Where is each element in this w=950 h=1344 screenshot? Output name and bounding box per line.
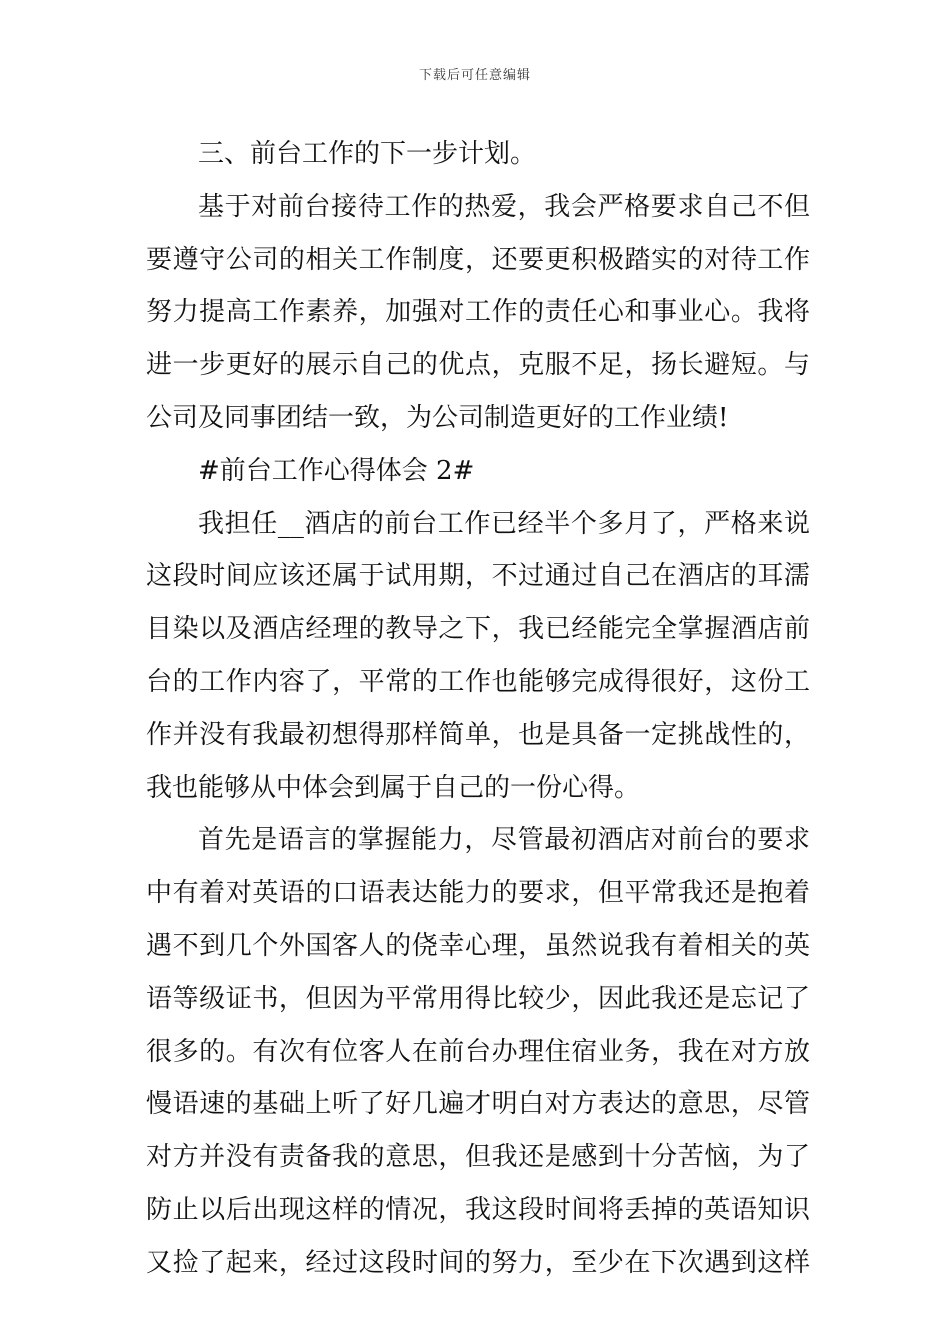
text-line: 这段时间应该还属于试用期，不过通过自己在酒店的耳濡 xyxy=(146,561,810,592)
text-line: 我担任__酒店的前台工作已经半个多月了，严格来说 xyxy=(198,508,810,539)
document-body xyxy=(146,128,810,1290)
text-line: 作并没有我最初想得那样简单，也是具备一定挑战性的， xyxy=(146,719,810,750)
subsection-heading: #前台工作心得体会 2# xyxy=(198,455,475,486)
text-line: 对方并没有责备我的意思，但我还是感到十分苦恼，为了 xyxy=(146,1142,810,1173)
section-heading: 三、前台工作的下一步计划。 xyxy=(198,139,537,169)
text-line: 防止以后出现这样的情况，我这段时间将丢掉的英语知识 xyxy=(146,1194,810,1225)
text-line: 公司及同事团结一致，为公司制造更好的工作业绩! xyxy=(146,402,729,433)
text-line: 台的工作内容了，平常的工作也能够完成得很好，这份工 xyxy=(146,666,810,697)
text-line: 要遵守公司的相关工作制度，还要更积极踏实的对待工作 xyxy=(146,244,810,275)
text-line: 首先是语言的掌握能力，尽管最初酒店对前台的要求 xyxy=(198,825,810,856)
text-line: 进一步更好的展示自己的优点，克服不足，扬长避短。与 xyxy=(146,350,810,381)
text-line: 中有着对英语的口语表达能力的要求，但平常我还是抱着 xyxy=(146,878,810,909)
page-header: 下载后可任意编辑 xyxy=(418,68,531,83)
text-line: 又捡了起来，经过这段时间的努力，至少在下次遇到这样 xyxy=(146,1247,810,1278)
text-line: 语等级证书，但因为平常用得比较少，因此我还是忘记了 xyxy=(146,983,810,1014)
text-line: 慢语速的基础上听了好几遍才明白对方表达的意思，尽管 xyxy=(146,1089,810,1120)
text-line: 目染以及酒店经理的教导之下，我已经能完全掌握酒店前 xyxy=(146,614,810,645)
text-line: 很多的。有次有位客人在前台办理住宿业务，我在对方放 xyxy=(146,1036,810,1067)
text-line: 基于对前台接待工作的热爱，我会严格要求自己不但 xyxy=(198,191,810,222)
text-line: 努力提高工作素养，加强对工作的责任心和事业心。我将 xyxy=(146,297,810,328)
text-line: 遇不到几个外国客人的侥幸心理，虽然说我有着相关的英 xyxy=(146,930,810,961)
text-line: 我也能够从中体会到属于自己的一份心得。 xyxy=(146,772,641,803)
